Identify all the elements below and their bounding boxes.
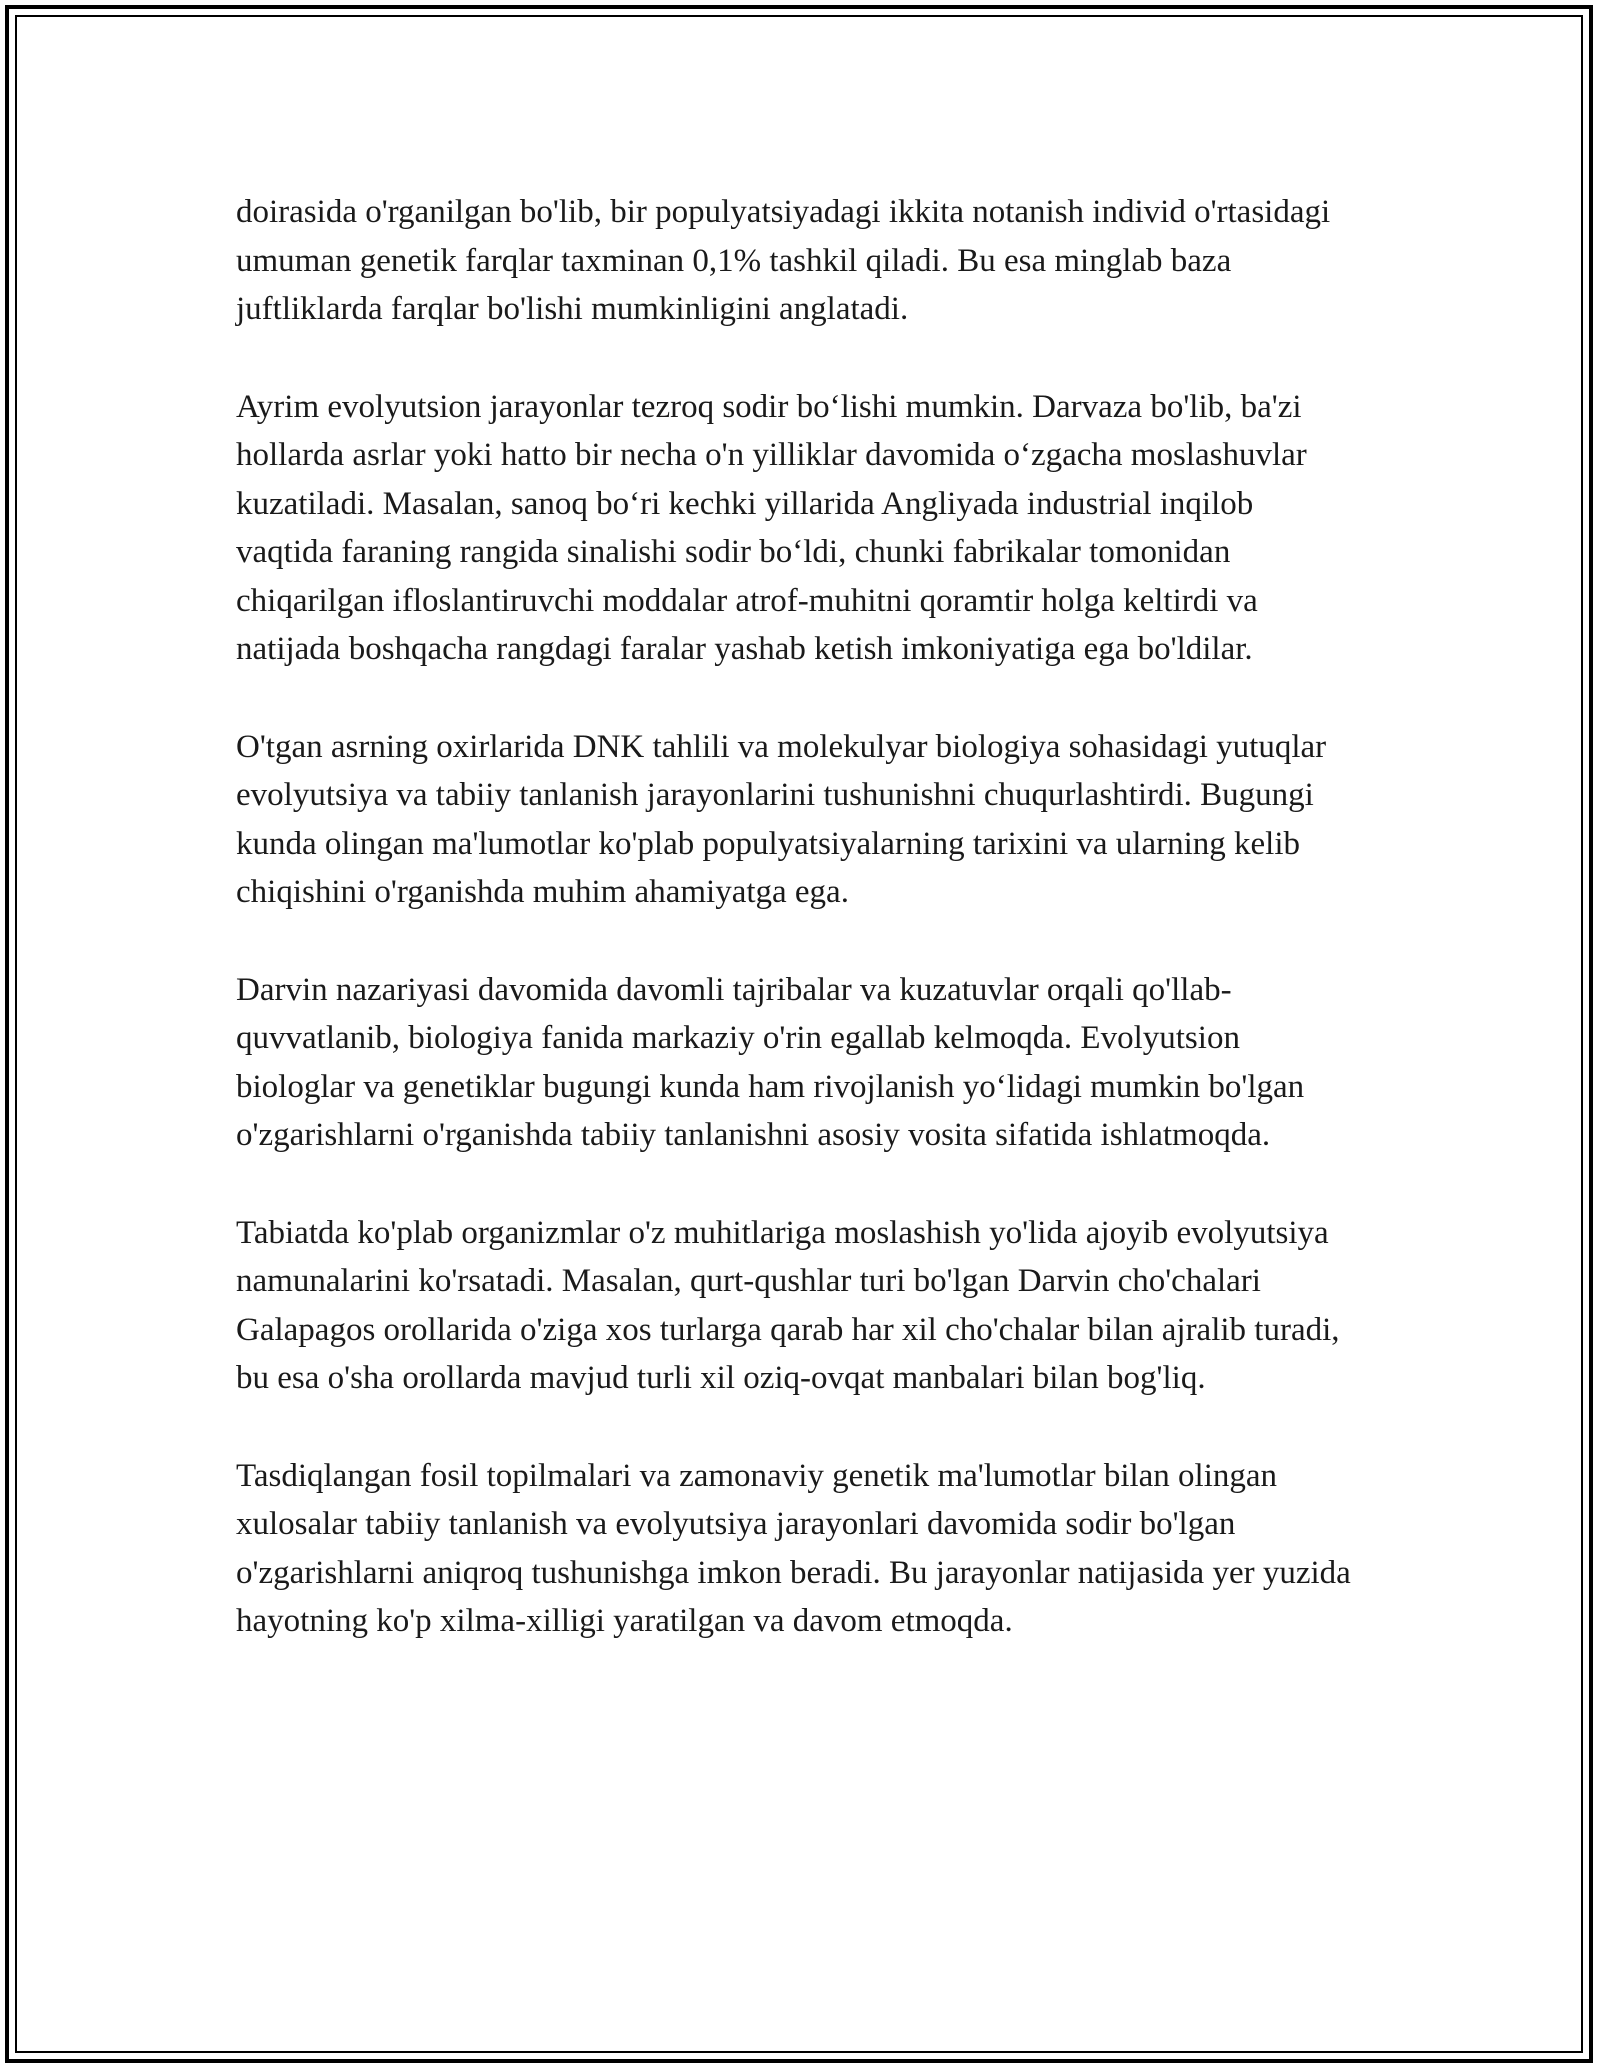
document-body bbox=[236, 188, 1356, 1695]
paragraph-2: Ayrim evolyutsion jarayonlar tezroq sodir bo‘lishi mumkin. Darvaza bo'lib, ba'zi hollarda asrlar yoki hatto bir necha o'n yilliklar davomida o‘zgacha moslashuvlar kuzatiladi. Masalan, sanoq bo‘ri kechki yillarida Angliyada industrial inqilob vaqtida faraning rangida sinalishi sodir bo‘ldi, chunki fabrikalar tomonidan chiqarilgan ifloslantiruvchi moddalar atrof-muhitni qoramtir holga keltirdi va natijada boshqacha rangdagi faralar yashab ketish imkoniyatiga ega bo'ldilar. bbox=[236, 388, 1307, 667]
paragraph-1: doirasida o'rganilgan bo'lib, bir populyatsiyadagi ikkita notanish individ o'rtasidagi umuman genetik farqlar taxminan 0,1% tashkil qiladi. Bu esa minglab baza juftliklarda farqlar bo'lishi mumkinligini anglatadi. bbox=[236, 194, 1331, 327]
paragraph-3: O'tgan asrning oxirlarida DNK tahlili va molekulyar biologiya sohasidagi yutuqlar evolyutsiya va tabiiy tanlanish jarayonlarini tushunishni chuqurlashtirdi. Bugungi kunda olingan ma'lumotlar ko'plab populyatsiyalarning tarixini va ularning kelib chiqishini o'rganishda muhim ahamiyatga ega. bbox=[236, 728, 1327, 910]
paragraph-6: Tasdiqlangan fosil topilmalari va zamonaviy genetik ma'lumotlar bilan olingan xulosalar tabiiy tanlanish va evolyutsiya jarayonlari davomida sodir bo'lgan o'zgarishlarni aniqroq tushunishga imkon beradi. Bu jarayonlar natijasida yer yuzida hayotning ko'p xilma-xilligi yaratilgan va davom etmoqda. bbox=[236, 1457, 1351, 1639]
paragraph-5: Tabiatda ko'plab organizmlar o'z muhitlariga moslashish yo'lida ajoyib evolyutsiya namunalarini ko'rsatadi. Masalan, qurt-qushlar turi bo'lgan Darvin cho'chalari Galapagos orollarida o'ziga xos turlarga qarab har xil cho'chalar bilan ajralib turadi, bu esa o'sha orollarda mavjud turli xil oziq-ovqat manbalari bilan bog'liq. bbox=[236, 1214, 1340, 1396]
paragraph-4: Darvin nazariyasi davomida davomli tajribalar va kuzatuvlar orqali qo'llab-quvvatlanib, biologiya fanida markaziy o'rin egallab kelmoqda. Evolyutsion biologlar va genetiklar bugungi kunda ham rivojlanish yo‘lidagi mumkin bo'lgan o'zgarishlarni o'rganishda tabiiy tanlanishni asosiy vosita sifatida ishlatmoqda. bbox=[236, 971, 1305, 1153]
